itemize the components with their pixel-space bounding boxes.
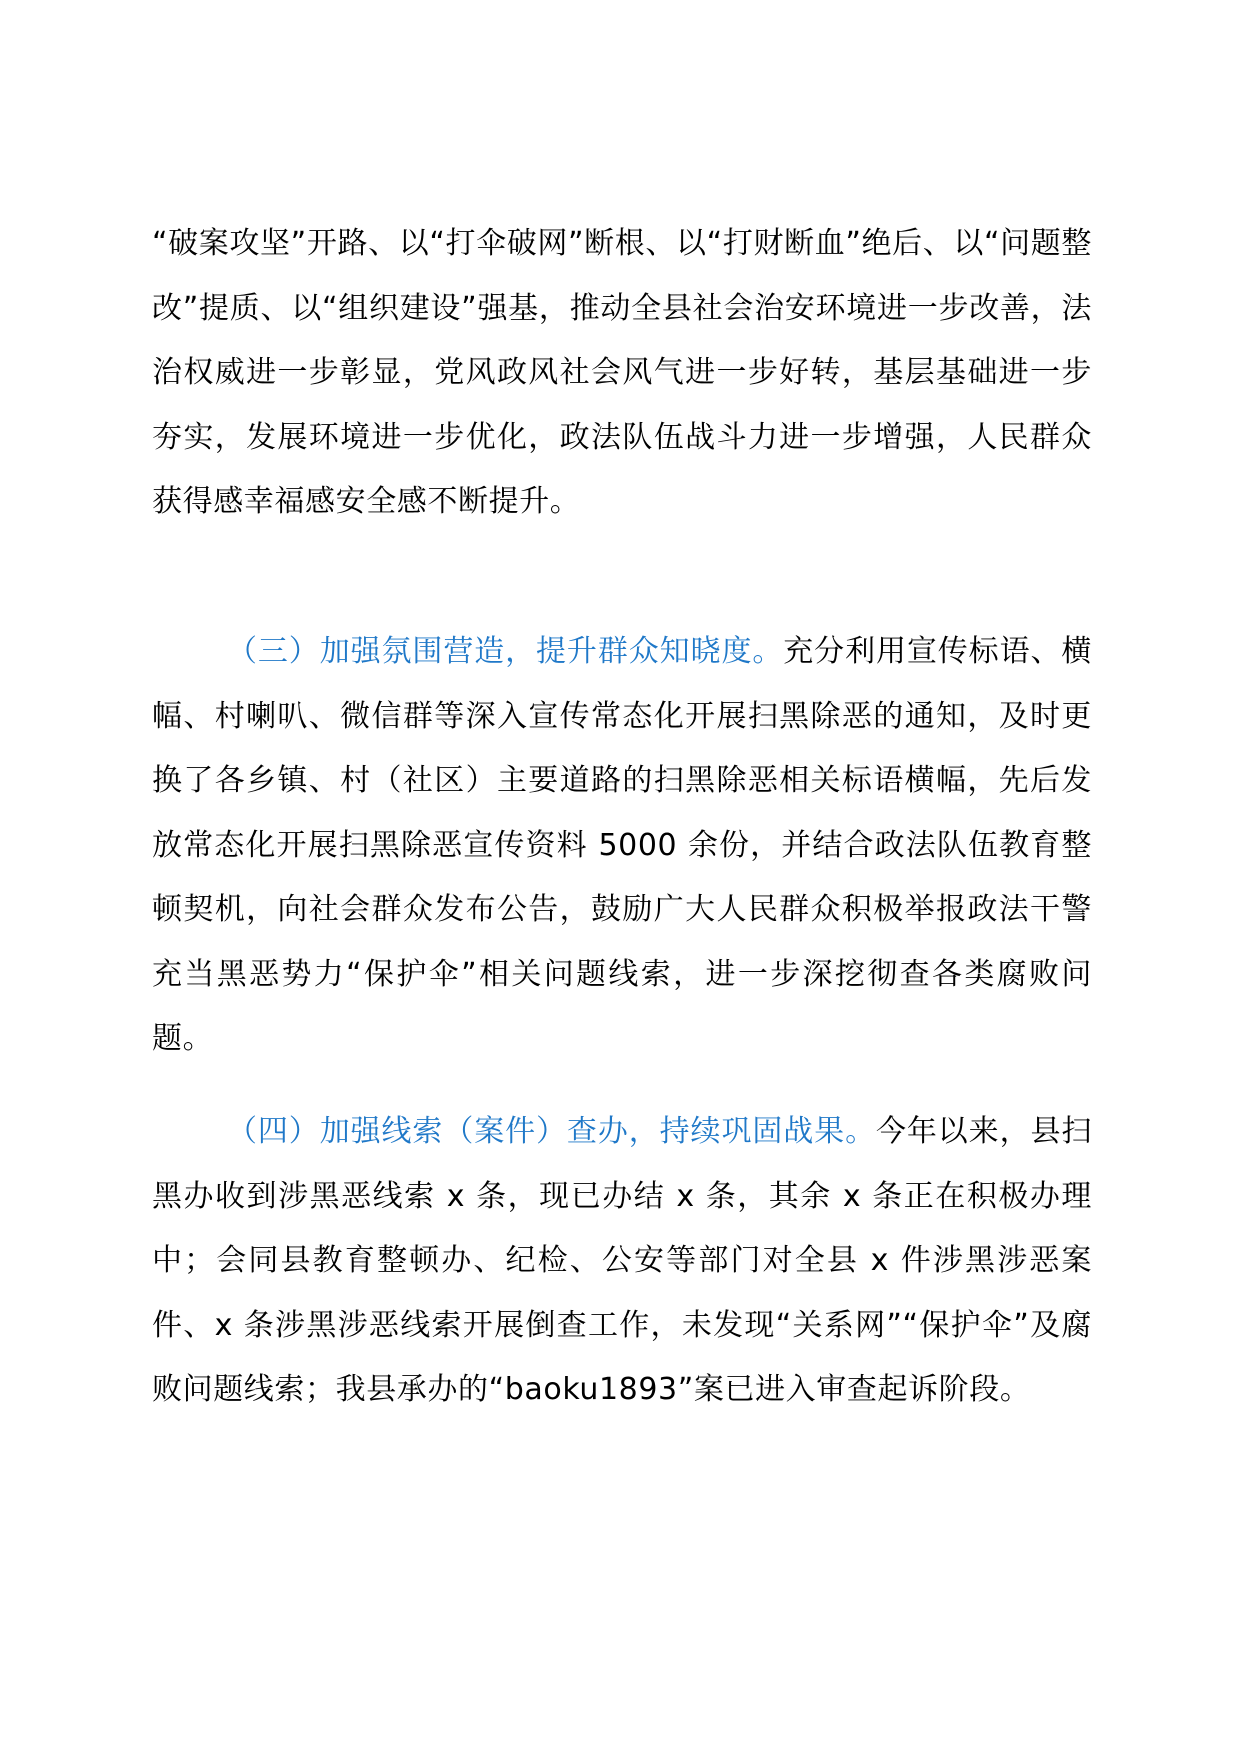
paragraph-section-3 [152, 620, 1092, 1072]
paragraph-body: 充分利用宣传标语、横幅、村喇叭、微信群等深入宣传常态化开展扫黑除恶的通知，及时更换了各乡镇、村（社区）主要道路的扫黑除恶相关标语横幅，先后发放常态化开展扫黑除恶宣传资料 5000 余份，并结合政法队伍教育整顿契机，向社会群众发布公告，鼓励广大人民群众积极举报政法干警充当黑恶势力“保护伞”相关问题线索，进一步深挖彻查各类腐败问题。 [152, 634, 1092, 1056]
paragraph-section-4 [152, 1100, 1092, 1423]
section-heading: （四）加强线索（案件）查办，持续巩固战果。 [227, 1114, 876, 1149]
paragraph-continuation [152, 212, 1092, 535]
paragraph-body: 今年以来，县扫黑办收到涉黑恶线索 x 条，现已办结 x 条，其余 x 条正在积极办理中；会同县教育整顿办、纪检、公安等部门对全县 x 件涉黑涉恶案件、x 条涉黑涉恶线索开展倒查工作，未发现“关系网”“保护伞”及腐败问题线索；我县承办的“baoku1893”案已进入审查起诉阶段。 [152, 1114, 1092, 1407]
section-heading: （三）加强氛围营造，提升群众知晓度。 [227, 634, 784, 669]
paragraph-body: “破案攻坚”开路、以“打伞破网”断根、以“打财断血”绝后、以“问题整改”提质、以“组织建设”强基，推动全县社会治安环境进一步改善，法治权威进一步彰显，党风政风社会风气进一步好转，基层基础进一步夯实，发展环境进一步优化，政法队伍战斗力进一步增强，人民群众获得感幸福感安全感不断提升。 [152, 226, 1092, 519]
